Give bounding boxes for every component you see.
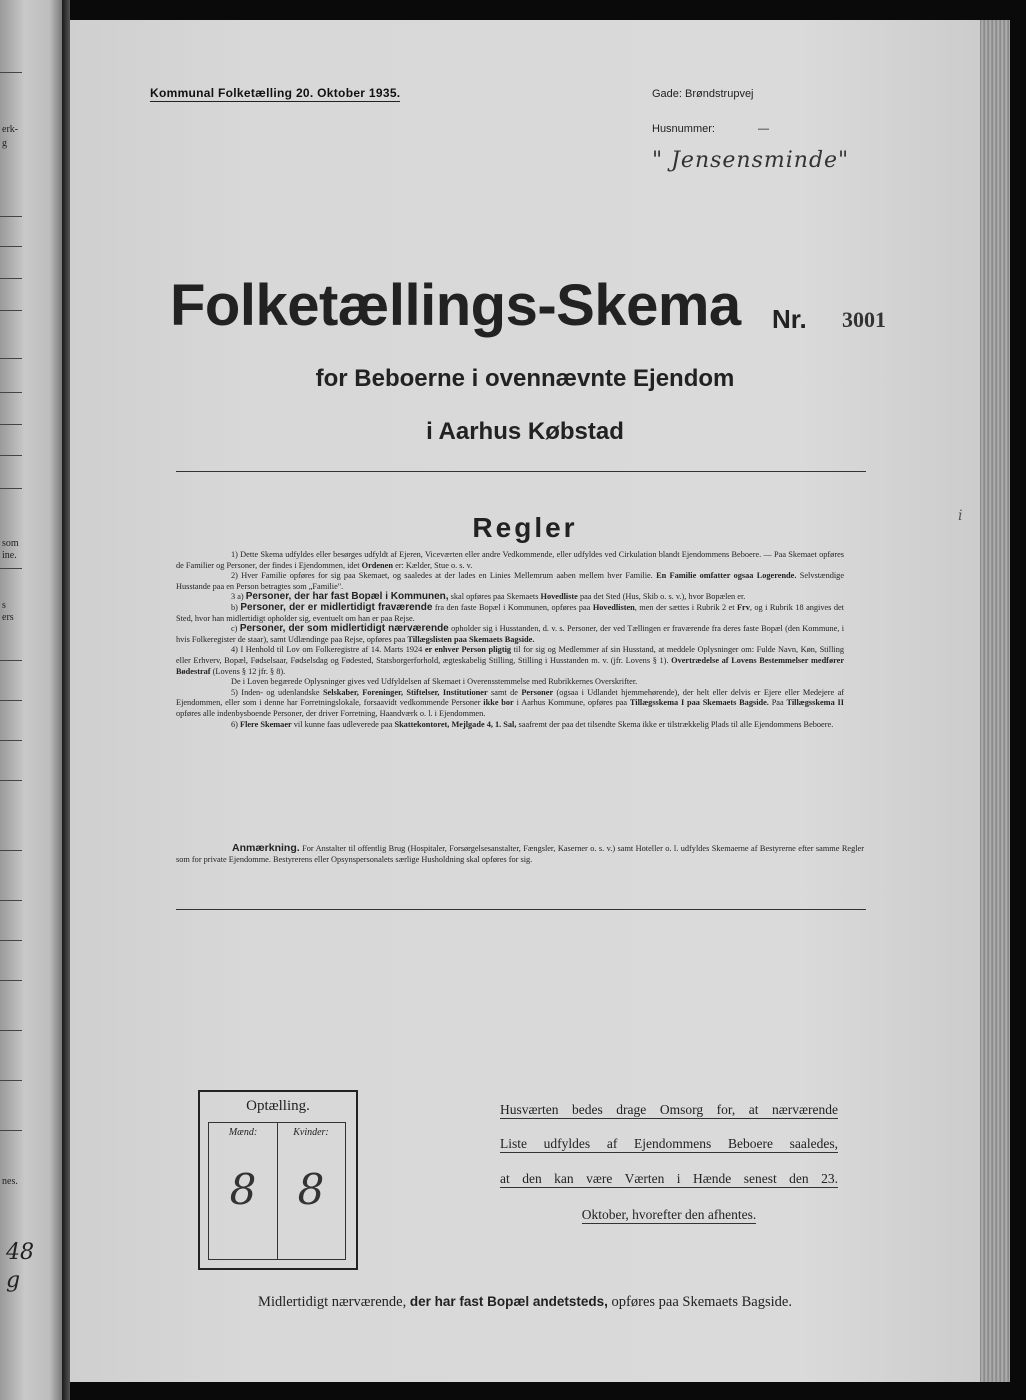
rules-text — [176, 550, 844, 730]
rule-tick — [0, 424, 22, 425]
notice-line-1: Husværten bedes drage Omsorg for, at nærværende — [500, 1102, 838, 1117]
rule-tick — [0, 850, 22, 851]
rule-tick — [0, 392, 22, 393]
divider — [176, 909, 866, 910]
notice-line-4: Oktober, hvorefter den afhentes. — [581, 1207, 757, 1222]
handwritten-property-name: " Jensensminde" — [652, 148, 850, 173]
rule-tick — [0, 72, 22, 73]
left-facing-page — [0, 0, 62, 1400]
footer-note: Midlertidigt nærværende, der har fast Bopæl andetsteds, opføres paa Skemaets Bagside. — [258, 1294, 792, 1310]
notice-line-2: Liste udfyldes af Ejendommens Beboere saaledes, — [500, 1136, 838, 1151]
census-form-page — [70, 20, 980, 1382]
rule-tick — [0, 1030, 22, 1031]
count-title: Optælling. — [246, 1098, 310, 1114]
left-fragment: g — [2, 138, 7, 149]
rule-tick — [0, 900, 22, 901]
form-title: Folketællings-Skema — [170, 273, 741, 338]
left-fragment: erk- — [2, 124, 19, 135]
rule-tick — [0, 216, 22, 217]
rule-3c: c) Personer, der som midlertidigt nærværende opholder sig i Husstanden, d. v. s. Personer, der ved Tællingen er fraværende fra deres faste Bopæl (den Kommune, i hvis Folkeregister de staar), samt Udlændinge paa Rejse, opføres paa Tillægslisten paa Skemaets Bagside. — [176, 623, 845, 644]
street-label: Gade: — [652, 88, 682, 100]
left-fragment: ine. — [2, 550, 17, 561]
rules-heading: Regler — [472, 512, 578, 543]
rule-tick — [0, 310, 22, 311]
rule-tick — [0, 278, 22, 279]
form-subtitle: for Beboerne i ovennævnte Ejendom — [315, 365, 735, 392]
rule-4b: De i Loven begærede Oplysninger gives ved Udfyldelsen af Skemaet i Overensstemmelse med Rubrikkernes Overskrifter. — [231, 677, 638, 687]
page-edges — [980, 20, 1010, 1382]
rule-tick — [0, 358, 22, 359]
left-fragment: nes. — [2, 1176, 18, 1187]
rule-6: 6) Flere Skemaer vil kunne faas udleverede paa Skattekontoret, Mejlgade 4, 1. Sal, saafremt der paa det tilsendte Skema ikke er tilstrækkelig Plads til alle Ejendommens Beboere. — [231, 719, 834, 729]
rule-tick — [0, 1080, 22, 1081]
form-subtitle-city: i Aarhus Købstad — [426, 418, 624, 445]
count-box — [198, 1090, 358, 1270]
count-table — [208, 1122, 346, 1260]
left-fragment: s — [2, 600, 6, 611]
divider — [176, 471, 866, 472]
census-header: Kommunal Folketælling 20. Oktober 1935. — [150, 86, 401, 100]
rule-tick — [0, 780, 22, 781]
rule-tick — [0, 1130, 22, 1131]
rule-4: 4) I Henhold til Lov om Folkeregistre af 14. Marts 1924 er enhver Person pligtig til for sig og Medlemmer af sin Husstand, at meddele Oplysninger om: Fulde Navn, Køn, Stilling eller Erhverv, Bopæl, Fødselsaar, Fødselsdag og Fødested, Statsborgerforhold, ægteskabelig Stilling, Stilling i Husstanden m. v. (jfr. Lovens § 1). Overtrædelse af Lovens Bestemmelser medfører Bødestraf (Lovens § 12 jfr. § 8). — [176, 645, 845, 676]
rule-1: 1) Dette Skema udfyldes eller besørges udfyldt af Ejeren, Viceværten eller andre Vedkommende, eller udfyldes ved Cirkulation blandt Ejendommens Beboere. — Paa Skemaet opføres de Familier og Personer, der findes i Ejendommen, idet Ordenen er: Kælder, Stue o. s. v. — [176, 550, 844, 570]
house-number-line — [652, 123, 769, 135]
rule-3b: b) Personer, der er midlertidigt fraværende fra den faste Bopæl i Kommunen, opføres paa Hovedlisten, men der sættes i Rubrik 2 et Frv, og i Rubrik 18 angives det Sted, hvor han midlertidigt opholder sig, eventuelt om han er paa Rejse. — [176, 601, 844, 623]
form-number-label: Nr. — [772, 304, 807, 334]
rule-tick — [0, 700, 22, 701]
remark-text: For Anstalter til offentlig Brug (Hospitaler, Forsørgelsesanstalter, Fængsler, Kaserner o. s. v.) samt Hoteller o. l. udfyldes Skemaerne af Bestyrerne efter samme Regler som for private Ejendomme. Bestyrerens eller Opsynspersonalets særlige Husholdning skal opføres for sig. — [176, 844, 864, 864]
rule-tick — [0, 740, 22, 741]
rule-tick — [0, 488, 22, 489]
women-count: 8 — [297, 1165, 325, 1214]
rule-tick — [0, 980, 22, 981]
rule-3a: 3 a) Personer, der har fast Bopæl i Kommunen, skal opføres paa Skemaets Hovedliste paa det Sted (Hus, Skib o. s. v.), hvor Bopælen er. — [231, 591, 746, 603]
rule-5: 5) Inden- og udenlandske Selskaber, Foreninger, Stiftelser, Institutioner samt de Personer (ogsaa i Udlandet hjemmehørende), der helt eller delvis er Ejere eller Medejere af Ejendommen, eller som i denne har Forretningslokale, forsaavidt vedkommende Personer ikke bor i Aarhus Kommune, opføres paa Tillægsskema I paa Skemaets Bagside. Paa Tillægsskema II opføres alle indenbysboende Personer, der driver Forretning, Haandværk o. l. i Ejendommen. — [176, 687, 845, 718]
rule-tick — [0, 568, 22, 569]
form-number: 3001 — [842, 307, 886, 332]
rule-tick — [0, 660, 22, 661]
left-handwriting: g — [6, 1268, 21, 1293]
men-count: 8 — [229, 1165, 257, 1214]
rule-tick — [0, 455, 22, 456]
left-handwriting: 48 — [6, 1240, 34, 1265]
street-line — [652, 88, 754, 100]
left-fragment: som — [2, 538, 19, 549]
remark-label: Anmærkning. — [232, 842, 300, 854]
men-label: Mænd: — [228, 1127, 258, 1138]
rule-tick — [0, 246, 22, 247]
left-fragment: ers — [2, 612, 14, 623]
book-gutter — [62, 0, 70, 1400]
rule-2: 2) Hver Familie opføres for sig paa Skemaet, og saaledes at der lades en Linies Mellemrum aaben mellem hver Familie. En Familie omfatter ogsaa Logerende. Selvstændige Husstande paa en Person betragtes som „Familie". — [176, 571, 845, 591]
notice-line-3: at den kan være Værten i Hænde senest den 23. — [500, 1171, 838, 1186]
house-value: — — [758, 123, 770, 135]
street-value: Brøndstrupvej — [685, 88, 754, 100]
margin-mark: i — [958, 508, 963, 524]
remark — [176, 843, 864, 865]
house-label: Husnummer: — [652, 123, 715, 135]
women-label: Kvinder: — [293, 1127, 329, 1138]
rule-tick — [0, 940, 22, 941]
